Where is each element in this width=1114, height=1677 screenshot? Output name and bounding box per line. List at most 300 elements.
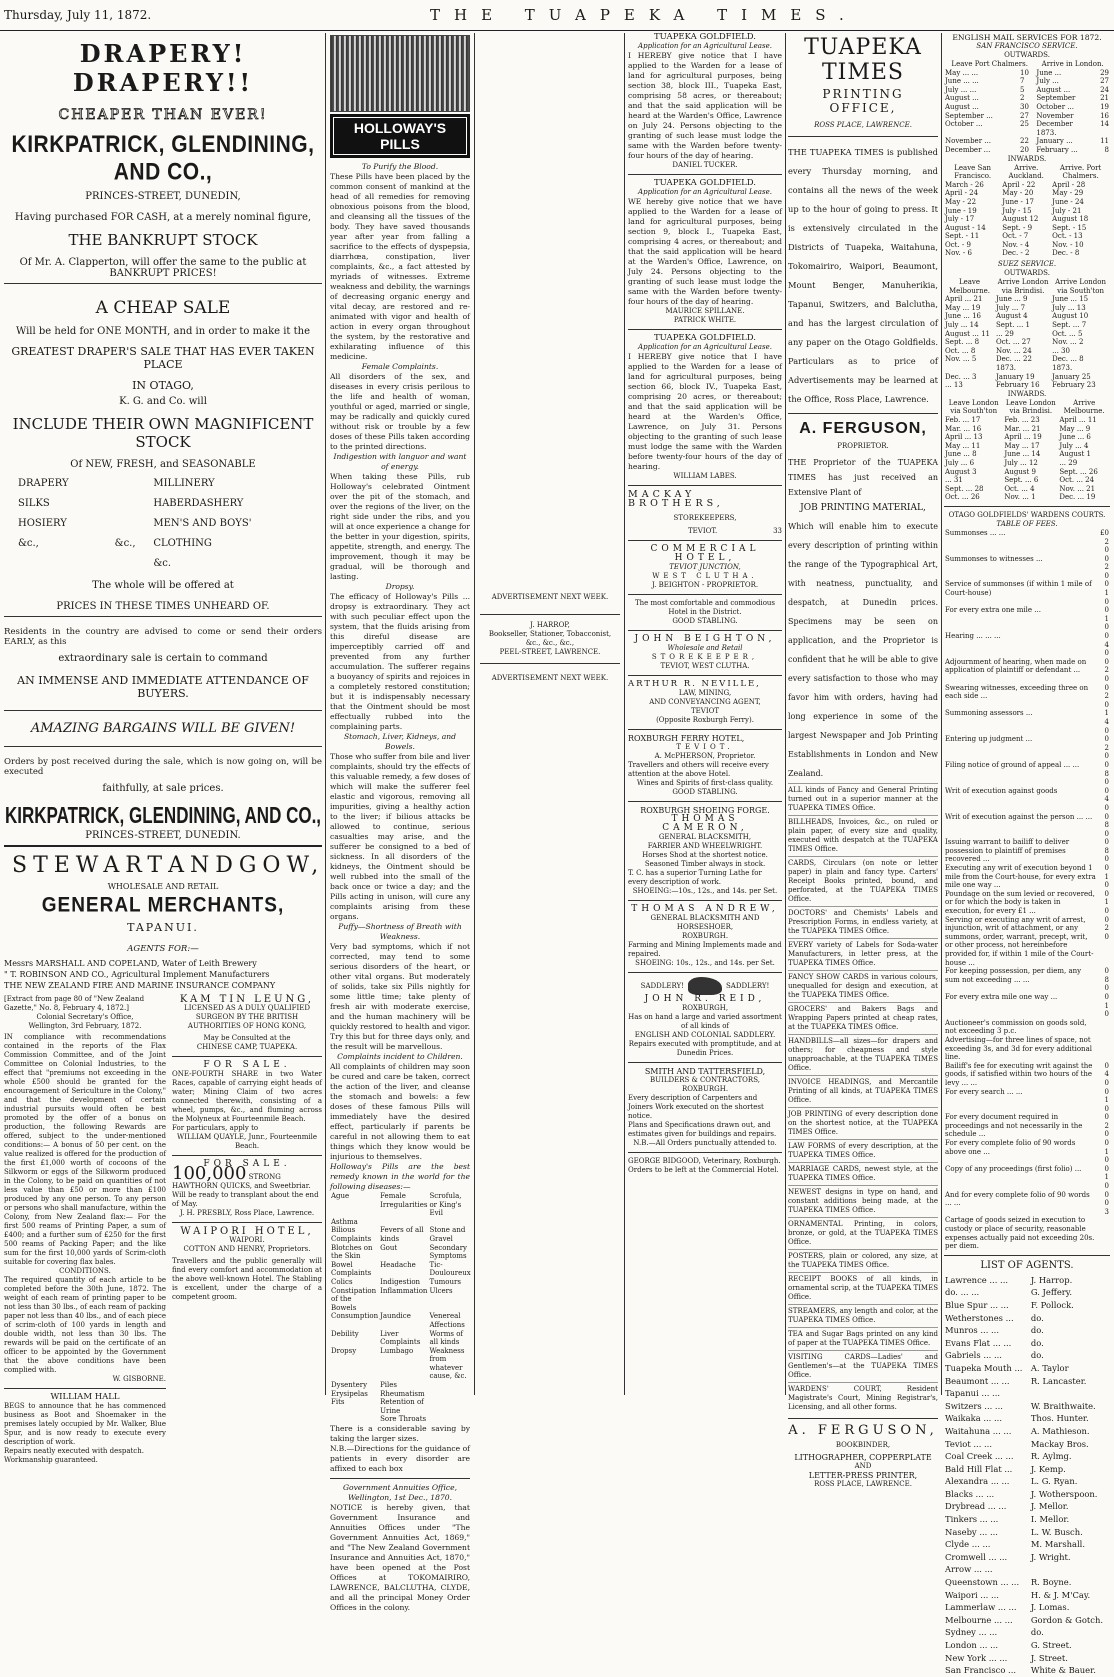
table-row <box>944 1626 1110 1639</box>
goldfield-heading: TUAPEKA GOLDFIELD. <box>653 32 757 42</box>
printing-service-item: JOB PRINTING of every description done on the shortest notice, at the TUAPEKA TIMES Office. <box>788 1107 938 1139</box>
table-cell: Waitahuna ... ... <box>945 1425 1012 1436</box>
printing-service-item: EVERY variety of Labels for Soda-water Manufacturers, in letter press, at the TUAPEKA TIMES Office. <box>788 938 938 970</box>
table-row <box>944 684 1110 710</box>
table-cell: Summonses ... ... <box>945 528 1006 537</box>
table-cell: A. Taylor <box>1030 1362 1069 1373</box>
table-cell: 0 1 0 <box>1104 992 1109 1019</box>
printing-service-item: LAW FORMS of every description, at the TUAPEKA TIMES Office. <box>788 1139 938 1162</box>
printing-service-item: FANCY SHOW CARDS in various colours, unequalled for design and execution, at the TUAPEKA TIMES Office. <box>788 970 938 1002</box>
gow-word: GOW, <box>238 853 325 878</box>
table-cell: San Francisco ... <box>945 1665 1017 1676</box>
section-heading: Indigestion with languor and want of energy. <box>333 452 467 471</box>
teviot: TEVIOT. <box>688 527 718 535</box>
table-cell: Hearing ... ... ... <box>945 632 1001 641</box>
table-cell: Dropsy <box>331 1346 357 1355</box>
table-cell: Fits <box>331 1398 345 1407</box>
teviot-junction: TEVIOT JUNCTION, <box>669 563 741 571</box>
table-cell: Summonses to witnesses ... <box>945 554 1043 563</box>
table-row <box>330 1244 472 1261</box>
table-row <box>944 1513 1110 1526</box>
table-row <box>944 146 1110 155</box>
column-printing <box>788 33 938 1488</box>
divider <box>788 136 938 137</box>
table-cell: August 12 <box>1002 215 1039 224</box>
colonial-office: Colonial Secretary's Office, <box>36 1013 134 1021</box>
table-cell: July - 21 <box>1052 206 1082 215</box>
lease-notice: I HEREBY give notice that I have applied to the Warden for a lease of land for agricultural purposes, being section 66, block IV., Tuapeka East, comprising 20 acres, or thereabout; and that the said application will be heard at the Warden's Office, Lawrence, on July 31. Persons objecting to the granting of such lease must lodge the same with the Warden before twenty-four hours of the day of hearing. <box>628 352 782 471</box>
table-cell: Nov. ... 2 <box>1052 338 1084 347</box>
job-material: JOB PRINTING MATERIAL, <box>800 503 926 513</box>
thomas-andrew: THOMAS ANDREW, <box>631 904 779 914</box>
table-cell: 20 <box>1019 145 1029 154</box>
reid-body: Has on hand a large and varied assortment of all kinds of <box>628 1013 782 1030</box>
disease-table <box>330 1192 472 1424</box>
table-cell: Erysipelas <box>331 1389 368 1398</box>
travellers: Travellers and others will receive every attention at the above Hotel. <box>628 761 769 778</box>
holloway-illustration <box>330 35 470 112</box>
holloway-paragraph: Those who suffer from bile and liver complaints, should try the effects of this valuable remedy, a few doses of which will make the sufferer feel elastic and vigorous, removing all impurities, giving a healthy action to the liver; if bilious attacks be allowed to continue, serious casualties may arise, and the sufferer be consigned to a bed of sickness. In all disorders of the kidneys, the Ointment should be well rubbed into the small of the back once or twice a day; and the Pills acting in unison, will cure any complaints arising from these organs. <box>330 752 470 921</box>
law-mining: LAW, MINING, <box>678 689 732 697</box>
table-cell: Waikaka ... ... <box>945 1413 1002 1424</box>
table-cell: Teviot ... ... <box>945 1438 993 1449</box>
table-cell: Dec. ... 3 <box>945 372 977 381</box>
table-row <box>944 1551 1110 1564</box>
table-row <box>944 198 1110 207</box>
table-cell: 0 1 0 <box>1104 1139 1109 1165</box>
orders-line: Orders by post received during the sale, which is now going on, will be executed <box>4 757 322 777</box>
table-row <box>330 1330 472 1347</box>
table-cell: Arrow ... ... <box>945 1564 993 1575</box>
column-header: Arrive London via Brindisi. <box>997 278 1049 295</box>
caution: There is a considerable saving by taking the larger sizes. <box>330 1424 470 1444</box>
table-cell: Colics <box>331 1277 353 1286</box>
table-cell: November ... <box>945 137 991 146</box>
printing-service-item: POSTERS, plain or colored, any size, at the TUAPEKA TIMES Office. <box>788 1249 938 1272</box>
table-row <box>944 1576 1110 1589</box>
table-row <box>944 1337 1110 1350</box>
table-row <box>944 709 1110 735</box>
table-cell: L. G. Ryan. <box>1030 1476 1078 1487</box>
table-cell: 1873. <box>995 364 1017 372</box>
table-row <box>330 1192 472 1218</box>
table-cell: Auctioneer's commission on goods sold, not exceeding 3 p.c. <box>945 1018 1087 1036</box>
advertisement-next-week: ADVERTISEMENT NEXT WEEK. <box>491 674 609 682</box>
table-cell: Bailiff's fee for executing writ against the goods, if satisfied within two hours of the levy ... ... <box>945 1061 1093 1087</box>
table-cell: 0 2 0 <box>1104 683 1109 709</box>
teviot-west-clutha: TEVIOT, WEST CLUTHA. <box>660 662 750 670</box>
goods-list <box>18 474 308 574</box>
table-cell: December <box>1036 120 1073 129</box>
table-row <box>944 381 1110 390</box>
table-row <box>944 433 1110 442</box>
table-cell: Headache <box>380 1260 416 1269</box>
table-row <box>944 1324 1110 1337</box>
table-cell: 21 <box>1100 94 1109 103</box>
table-cell: R. Lancaster. <box>1030 1375 1087 1386</box>
table-cell: April - 22 <box>1002 180 1036 189</box>
table-cell: April ... 19 <box>1004 433 1042 442</box>
table-row <box>944 103 1110 112</box>
table-cell: 14 <box>1100 120 1109 129</box>
sf-outwards-table <box>944 60 1110 155</box>
table-cell <box>428 1415 471 1424</box>
divider <box>628 329 782 330</box>
table-cell: February ... <box>1036 145 1078 154</box>
table-cell: White & Bauer. <box>1030 1665 1096 1676</box>
table-row <box>944 1664 1110 1677</box>
table-cell: January ... <box>1036 137 1073 146</box>
table-row <box>944 312 1110 321</box>
divider <box>628 801 782 802</box>
table-cell: Advertising—for three lines of space, not exceeding 3s, and 3d for every additional line. <box>945 1035 1092 1062</box>
table-cell: 1873. <box>1036 128 1057 137</box>
table-cell: 0 8 0 <box>1104 812 1109 838</box>
printing-service-item: MARRIAGE CARDS, newest style, at the TUAPEKA TIMES Office. <box>788 1162 938 1185</box>
inwards: INWARDS. <box>1007 154 1047 163</box>
table-cell: Queenstown ... ... <box>945 1577 1020 1588</box>
column-goldfield <box>628 33 782 1395</box>
tuapeka-times-title: TUAPEKA TIMES <box>804 35 922 85</box>
table-cell: 27 <box>1100 77 1109 86</box>
table-cell: 0 8 0 <box>1104 967 1109 993</box>
table-cell: 30 <box>1019 102 1029 111</box>
printing-service-item: RECEIPT BOOKS of all kinds, in ornamental scrip, at the TUAPEKA TIMES Office. <box>788 1272 938 1304</box>
table-row <box>330 1278 472 1287</box>
table-cell: J. Street. <box>1030 1652 1068 1663</box>
table-row <box>944 1113 1110 1139</box>
table-cell: February 23 <box>1052 381 1096 390</box>
shoeing-price: SHOEING:—10s., 12s., and 14s. per Set. <box>632 887 778 895</box>
table-row <box>330 1226 472 1243</box>
divider <box>788 1418 938 1419</box>
times-description: THE TUAPEKA TIMES is published every Thursday morning, and contains all the news of the week up to the hour of going to press. It is extensively circulated in the Districts of Tuapeka, Waitahuna, Tokomairiro, Waipori, Beaumont, Mount Benger, Manuherikia, Tapanui, Switzers, and Balclutha, and has the largest circulation of any paper on the Otago Goldfields. Particulars as to price of Advertisements may be learned at the Office, Ross Place, Lawrence. <box>788 147 938 404</box>
table-row <box>944 529 1110 555</box>
table-cell <box>330 1415 379 1424</box>
bankrupt-stock: THE BANKRUPT STOCK <box>68 231 258 249</box>
holloway-paragraph: Very bad symptoms, which if not corrected, may tend to some serious disorders of the heart, or other vital organs. But moderately of solids, take six Pills nightly for some little time; take plenty of fresh air with moderate exercise, and the human machinery will be quickly restored to health and vigor. Try this but for three days only, and the result will be marvellous. <box>330 942 470 1051</box>
table-cell: 0 1 0 <box>1104 889 1109 916</box>
table-cell: Sore Throats <box>380 1415 427 1424</box>
table-row <box>944 1299 1110 1312</box>
nb-directions: N.B.—Directions for the guidance of patients in every disorder are affixed to each box <box>330 1444 470 1474</box>
table-cell: June ... 6 <box>1059 433 1091 442</box>
outwards: OUTWARDS. <box>1004 269 1050 278</box>
table-row <box>944 1652 1110 1665</box>
teviot: TEVIOT <box>690 707 719 715</box>
table-cell: 0 1 0 <box>1104 1164 1109 1191</box>
table-row <box>944 864 1110 890</box>
immense-attendance: AN IMMENSE AND IMMEDIATE ATTENDANCE OF BUYERS. <box>17 674 309 700</box>
table-cell: July - 17 <box>945 215 975 224</box>
roxburgh: ROXBURGH. <box>681 1085 729 1093</box>
table-cell: May - 22 <box>945 197 977 206</box>
suez-outwards-table <box>944 278 1110 390</box>
lease-notice: I HEREBY give notice that I have applied to the Warden for a lease of land for agricultural purposes, being section 38, block III., Tuapeka East, comprising 58 acres, or thereabout; and that the said application will be heard at the Warden's Office, Lawrence on July 24. Persons objecting to the granting of such lease must lodge the same with the Warden before twenty-four hours of the day of hearing. <box>628 51 782 160</box>
table-row <box>944 632 1110 658</box>
table-row <box>944 555 1110 581</box>
table-cell: Scrofula, or King's Evil <box>429 1192 462 1218</box>
commercial-hotel: COMMERCIAL HOTEL, <box>650 544 760 563</box>
divider <box>628 630 782 631</box>
table-cell: Nov. - 6 <box>945 249 972 258</box>
table-row <box>944 606 1110 632</box>
printing-service-item: GROCERS' and Bakers Bags and Wrapping Papers printed at cheap rates, at the TUAPEKA TIMES Office. <box>788 1002 938 1034</box>
table-cell: J. Kemp. <box>1030 1463 1066 1474</box>
table-cell: June ... 8 <box>945 450 977 459</box>
printing-office: PRINTING OFFICE, <box>822 87 904 115</box>
table-row <box>944 1563 1110 1576</box>
firm-name: KIRKPATRICK, GLENDINING, AND CO., <box>11 131 315 186</box>
bidgood: GEORGE BIDGOOD, Veterinary, Roxburgh. Orders to be left at the Commercial Hotel. <box>628 1157 781 1174</box>
table-cell: Constipation of the Bowels <box>331 1286 377 1312</box>
table-row <box>944 189 1110 198</box>
printing-service-item: STREAMERS, any length and color, at the TUAPEKA TIMES Office. <box>788 1304 938 1327</box>
table-row <box>944 1526 1110 1539</box>
table-row <box>330 1218 472 1227</box>
general-blacksmith: GENERAL BLACKSMITH, <box>658 833 752 841</box>
table-cell: 24 <box>1100 85 1109 94</box>
goods-item: DRAPERY <box>18 478 69 489</box>
table-cell: Venereal Affections <box>429 1312 465 1329</box>
table-cell: Oct. ... 27 <box>995 338 1031 347</box>
firm-address-repeat: PRINCES-STREET, DUNEDIN. <box>85 830 241 841</box>
hall-body: BEGS to announce that he has commenced business as Boot and Shoemaker in the premises lately occupied by Mr. Walker, Blue Spur, and is now ready to execute every description of work. <box>4 1402 166 1446</box>
table-cell: Feb. ... 17 <box>945 415 981 424</box>
table-row <box>944 112 1110 121</box>
table-row <box>944 120 1110 129</box>
table-cell: Cartage of goods seized in execution to custody or place of security, reasonable expenses actually paid not exceeding 20s. per diem. <box>945 1216 1095 1251</box>
table-row <box>944 86 1110 95</box>
table-cell: Filing notice of ground of appeal ... ... <box>945 760 1080 769</box>
table-cell: For keeping possession, per diem, any sum not exceeding ... ... <box>945 967 1082 984</box>
drapery-headline: DRAPERY! DRAPERY!! <box>72 39 254 97</box>
table-cell: August 3 <box>945 467 977 476</box>
general-merchants: GENERAL MERCHANTS, <box>41 893 285 917</box>
table-cell: Switzers ... ... <box>945 1400 1003 1411</box>
table-row <box>944 347 1110 356</box>
table-cell: L. W. Busch. <box>1030 1526 1083 1537</box>
table-cell: August 1 <box>1059 450 1091 459</box>
table-cell: Clyde ... ... <box>945 1539 991 1550</box>
table-cell: G. Street. <box>1030 1640 1072 1650</box>
column-mail <box>944 33 1110 1676</box>
table-row <box>944 580 1110 606</box>
table-cell: 8 <box>1104 145 1109 154</box>
greatest-sale: GREATEST DRAPER'S SALE THAT HAS EVER TAKEN PLACE <box>11 345 315 371</box>
table-cell: 0 1 0 <box>1104 1087 1109 1113</box>
table-cell: Tinkers ... ... <box>945 1514 999 1525</box>
lease-heading: Application for an Agricultural Lease. <box>638 343 772 351</box>
table-row <box>944 1165 1110 1191</box>
harrop-street: PEEL-STREET, LAWRENCE. <box>499 648 601 656</box>
table-cell: September ... <box>945 111 993 120</box>
divider <box>628 174 782 175</box>
general-blacksmith: GENERAL BLACKSMITH AND <box>650 914 760 922</box>
table-row <box>944 232 1110 241</box>
goods-item: HOSIERY <box>18 518 67 529</box>
table-row <box>944 485 1110 494</box>
table-row <box>944 207 1110 216</box>
table-cell: Feb. ... 23 <box>1004 415 1040 424</box>
table-cell: Bilious Complaints <box>331 1226 372 1243</box>
wardens-courts-title: OTAGO GOLDFIELDS' WARDENS COURTS. <box>948 510 1106 519</box>
divider <box>628 900 782 901</box>
west-clutha: WEST CLUTHA. <box>652 572 758 580</box>
table-cell: Blacks ... ... <box>945 1488 995 1499</box>
table-cell: M. Marshall. <box>1030 1539 1086 1550</box>
table-row <box>944 967 1110 993</box>
lower-column-1 <box>4 995 322 1465</box>
table-cell: do. <box>1030 1627 1044 1638</box>
column-holloway: HOLLOWAY'S PILLS To Purify the Blood. These Pills have been placed by the common consent of mankind at the head of all remedies for removing obnoxious poisons from the blood, and cleansing all the tissues of the body. They have saved thousands year after year from falling a sacrifice to the effects of dyspepsia, diarrhœa, constipation, liver complaints, &c., a fact attested by myriads of witnesses. Extreme weakness and debility, the warnings of decreasing organic energy and vital decay, are restored and re-animated with vigor and health of action in every organ throughout the system, by the restorative and exhilarating influence of this medicine. Female Complaints. All disorders of the sex, and diseases in every crisis perilous to the life and health of woman, youthful or aged, married or single, may be radically and quickly cured without risk or trouble by a few doses of these Pills taken according to the printed directions. Indigestion with languor and want of energy. When taking these Pills, rub Holloway's celebrated Ointment over the pit of the stomach, and over the regions of the liver, on the right side under the ribs, and you will at once experience a change for the better in your digestion, spirits, appetite, strength, and energy. The improvement, though it may be gradual, will be thorough and lasting. Dropsy. The efficacy of Holloway's Pills ... dropsy is extraordinary. They act with such peculiar effect upon the system, that the fluids arising from this direful disease are imperceptibly carried off and prevented from any further accumulation. The sufferer regains a buoyancy of spirits and rejoices in a completely restored constitution; but it is indispensably necessary that the Ointment should be most effectually rubbed into the complaining parts. Stomach, Liver, Kidneys, and Bowels. Those who suffer from bile and liver complaints, should try the effects of this valuable remedy, a few doses of which will make the sufferer feel elastic and vigorous, removing all impurities, giving a healthy action to the liver; if bilious attacks be allowed to continue, serious casualties may arise, and the sufferer be consigned to a bed of sickness. In all disorders of the kidneys, the Ointment should be well rubbed into the small of the back once or twice a day; and the Pills acting in unison, will cure any complaints arising from these organs. Puffy—Shortness of Breath with Weakness. Very bad symptoms, which if not corrected, may tend to some serious disorders of the heart, or other vital organs. But moderately of solids, take six Pills nightly for some little time; take plenty of fresh air with moderate exercise, and the human machinery will be quickly restored to health and vigor. Try this but for three days only, and the result will be marvellous. Complaints incident to Children. All complaints of children may soon be cured and care be taken, correct the action of the liver, and cleanse the stomach and bowels: a few doses of these famous Pills will immediately have the desired effect, particularly if parents be careful in not allowing them to eat things which they know would be injurious to themselves. Holloway's Pills are the best remedy known in the world for the following diseases:— Ague Female Irregularities Scrofula, or King's Evil Asthma Bilious Complaints Fevers of all kinds Stone and Gravel Blotches on the Skin Gout Secondary Symptoms Bowel Complaints Headache Tic-Douloureux Colics Indigestion Tumours Constipation of the Bowels Inflammation Ulcers Consumption Jaundice Venereal Affections Debility Liver Complaints Worms of all kinds Dropsy Lumbago Weakness from whatever cause, &c. Dysentery Piles Erysipelas Rheumatism Fits Retention of Urine Sore Throats There is a considerable saving by taking the larger sizes. N.B.—Directions for the guidance of patients in every disorder are affixed to each box Government Annuities Office, Wellington, 1st Dec., 1870. NOTICE is hereby given, that Government Insurance and Annuities Offices under "The Government Annuities Act, 1869," and "The New Zealand Government Insurance and Annuities Act, 1870," have been opened at the Post Offices at TOKOMAIRIRO, LAWRENCE, BALCLUTHA, CLYDE, and all the principal Money Order Offices in the colony. <box>330 33 470 1395</box>
table-cell: Swearing witnesses, exceeding three on each side ... <box>945 683 1089 701</box>
gazette-notice <box>4 995 166 1465</box>
table-cell: Female Irregularities <box>380 1192 428 1209</box>
table-cell: Naseby ... ... <box>945 1526 998 1537</box>
printing-service-item: ALL kinds of Fancy and General Printing turned out in a superior manner at the TUAPEKA TIMES Office. <box>788 783 938 815</box>
table-row <box>944 1191 1110 1217</box>
table-cell: March - 26 <box>945 180 984 189</box>
table-row <box>944 1601 1110 1614</box>
english-saddlery: ENGLISH AND COLONIAL SADDLERY. <box>634 1031 776 1039</box>
ross-place: ROSS PLACE, LAWRENCE. <box>814 1480 912 1488</box>
table-row <box>944 224 1110 233</box>
table-cell <box>1097 1019 1110 1036</box>
table-row <box>944 735 1110 761</box>
table-row <box>944 1286 1110 1299</box>
section-heading: Dropsy. <box>385 582 415 591</box>
table-row <box>944 1216 1110 1250</box>
section-heading: Female Complaints. <box>361 362 439 371</box>
table-cell: Lammerlaw ... ... <box>945 1602 1017 1613</box>
table-cell: For every extra one mile ... <box>945 606 1041 615</box>
column-rule <box>325 33 326 1395</box>
column-rule <box>624 33 625 1395</box>
table-cell: August ... 11 <box>945 329 990 338</box>
table-cell: 0 8 0 <box>1104 760 1109 787</box>
table-cell: W. Braithwaite. <box>1030 1400 1096 1411</box>
table-row <box>944 249 1110 258</box>
divider <box>628 729 782 730</box>
agents-title: LIST OF AGENTS. <box>980 1259 1074 1271</box>
divider <box>628 972 782 973</box>
column-header: Arrive in London. <box>1041 60 1104 68</box>
one-month: Will be held for ONE MONTH, and in order to make it the <box>15 326 311 337</box>
table-cell: Lumbago <box>380 1346 414 1355</box>
table-cell: Dec. - 8 <box>1052 249 1080 258</box>
table-cell: Tumours <box>429 1277 461 1286</box>
table-row <box>944 137 1110 146</box>
table-cell: Blotches on the Skin <box>331 1243 373 1261</box>
table-cell: Entering up judgment ... <box>945 735 1033 744</box>
table-cell: Mackay Bros. <box>1030 1438 1089 1449</box>
table-cell: Blue Spur ... ... <box>945 1299 1009 1310</box>
table-cell: August 9 <box>1004 467 1036 476</box>
table-cell: July ... 12 <box>1004 458 1038 467</box>
table-row <box>944 77 1110 86</box>
ross-place: ROSS PLACE, LAWRENCE. <box>814 121 912 129</box>
table-cell: 0 4 0 <box>1104 786 1109 812</box>
table-row <box>330 1312 472 1329</box>
table-cell: H. & J. M'Cay. <box>1030 1589 1091 1600</box>
lease-heading: Application for an Agricultural Lease. <box>638 42 772 50</box>
table-cell: Nov. ... 24 <box>995 346 1032 355</box>
stewart-word: STEWART <box>12 853 169 878</box>
column-rule <box>474 33 475 1395</box>
table-cell: Beaumont ... ... <box>945 1375 1010 1386</box>
table-cell <box>428 1398 471 1415</box>
table-row <box>944 215 1110 224</box>
saddlery-header <box>628 977 782 995</box>
table-cell: Cromwell ... ... <box>945 1551 1008 1562</box>
goods-item: &c., <box>18 538 39 549</box>
table-cell: August 10 <box>1052 312 1089 321</box>
table-cell: 7 <box>1019 77 1025 86</box>
table-row <box>944 459 1110 468</box>
table-row <box>944 1375 1110 1388</box>
table-cell: 0 1 0 <box>1104 864 1109 890</box>
agent-line: THE NEW ZEALAND FIRE AND MARINE INSURANCE COMPANY <box>4 981 276 990</box>
table-cell: Oct. - 7 <box>1002 232 1029 241</box>
table-cell: ... 30 <box>1052 346 1070 355</box>
table-row <box>944 1450 1110 1463</box>
table-cell: Nov. ... 5 <box>945 355 977 364</box>
table-row <box>944 468 1110 477</box>
table-cell: 16 <box>1100 111 1109 120</box>
table-cell: £0 2 0 <box>1100 528 1109 555</box>
harrop-trade: Bookseller, Stationer, Tobacconist, <box>488 630 612 638</box>
tapanui: TAPANUI. <box>127 921 199 934</box>
roxburgh: ROXBURGH, <box>681 1004 729 1012</box>
table-row <box>944 761 1110 787</box>
table-cell: Sept. ... 6 <box>1004 476 1039 485</box>
smith-tattersfield: SMITH AND TATTERSFIELD, <box>644 1067 766 1076</box>
table-cell: April - 24 <box>945 189 979 198</box>
table-cell: Secondary Symptoms <box>429 1243 467 1261</box>
table-cell: Sept. ... 7 <box>1052 321 1087 330</box>
table-row <box>944 129 1110 138</box>
table-cell: Asthma <box>331 1217 358 1226</box>
divider <box>4 1388 166 1389</box>
table-cell: Sept. ... 26 <box>1059 467 1098 476</box>
table-cell: ... 29 <box>995 329 1014 338</box>
table-cell: Sept. - 11 <box>945 232 980 241</box>
table-row <box>330 1415 472 1424</box>
column-notices <box>480 33 620 1395</box>
table-cell: J. Lomas. <box>1030 1602 1070 1613</box>
roxburgh: ROXBURGH. <box>681 932 729 940</box>
table-cell: Tic-Douloureux <box>429 1260 471 1278</box>
table-row <box>944 1088 1110 1114</box>
table-cell: 0 2 0 <box>1104 1113 1109 1139</box>
table-cell: J. Harrop. <box>1030 1274 1073 1285</box>
seasoned-timber: Seasoned Timber always in stock. <box>644 860 766 868</box>
table-cell: Wetherstones ... <box>945 1312 1014 1323</box>
table-cell: 0 1 0 <box>1104 606 1109 632</box>
table-row <box>944 338 1110 347</box>
divider <box>4 845 322 847</box>
table-cell: Dec. ... 8 <box>1052 355 1084 364</box>
table-cell: Sept. - 9 <box>1002 223 1033 232</box>
printing-service-item: DOCTORS' and Chemists' Labels and Prescription Forms, in endless variety, at the TUAPEKA TIMES Office. <box>788 906 938 938</box>
divider <box>4 283 322 284</box>
table-cell: And for every complete folio of 90 words ... ... <box>945 1190 1090 1208</box>
table-cell: Sept. ... 28 <box>945 484 984 493</box>
table-header-row <box>944 60 1110 69</box>
inwards: INWARDS. <box>1007 389 1047 398</box>
table-row <box>944 1538 1110 1551</box>
